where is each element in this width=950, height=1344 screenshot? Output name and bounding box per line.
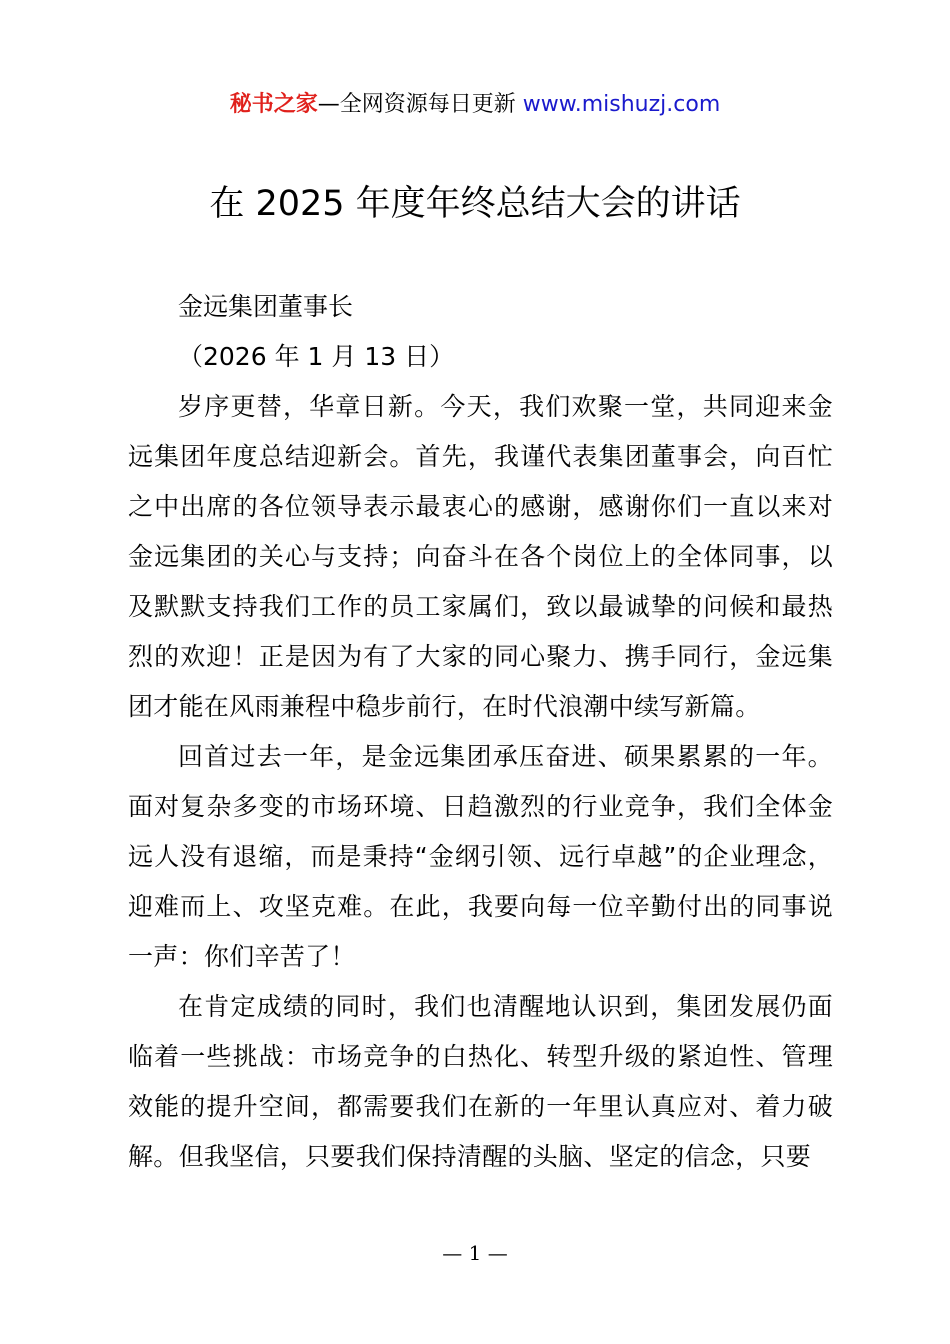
- document-title: 在 2025 年度年终总结大会的讲话: [209, 184, 741, 224]
- document-body: [128, 282, 833, 1182]
- site-url-link[interactable]: www.mishuzj.com: [522, 92, 721, 117]
- author-line: 金远集团董事长: [178, 292, 354, 321]
- page-number: — 1 —: [442, 1241, 508, 1265]
- body-paragraph: 在肯定成绩的同时，我们也清醒地认识到，集团发展仍面临着一些挑战：市场竞争的白热化、转型升级的紧迫性、管理效能的提升空间，都需要我们在新的一年里认真应对、着力破解。但我坚信，只要我们保持清醒的头脑、坚定的信念，只要: [128, 992, 833, 1171]
- body-paragraph: 岁序更替，华章日新。今天，我们欢聚一堂，共同迎来金远集团年度总结迎新会。首先，我谨代表集团董事会，向百忙之中出席的各位领导表示最衷心的感谢，感谢你们一直以来对金远集团的关心与支持；向奋斗在各个岗位上的全体同事，以及默默支持我们工作的员工家属们，致以最诚挚的问候和最热烈的欢迎！正是因为有了大家的同心聚力、携手同行，金远集团才能在风雨兼程中稳步前行，在时代浪潮中续写新篇。: [128, 392, 833, 721]
- header-slogan: —全网资源每日更新: [317, 92, 523, 117]
- site-header: [0, 88, 950, 122]
- date-line: （2026 年 1 月 13 日）: [178, 342, 455, 371]
- brand-name: 秘书之家: [229, 92, 318, 117]
- body-paragraph: 回首过去一年，是金远集团承压奋进、硕果累累的一年。面对复杂多变的市场环境、日趋激烈的行业竞争，我们全体金远人没有退缩，而是秉持“金纲引领、远行卓越”的企业理念，迎难而上、攻坚克难。在此，我要向每一位辛勤付出的同事说一声：你们辛苦了！: [128, 742, 833, 971]
